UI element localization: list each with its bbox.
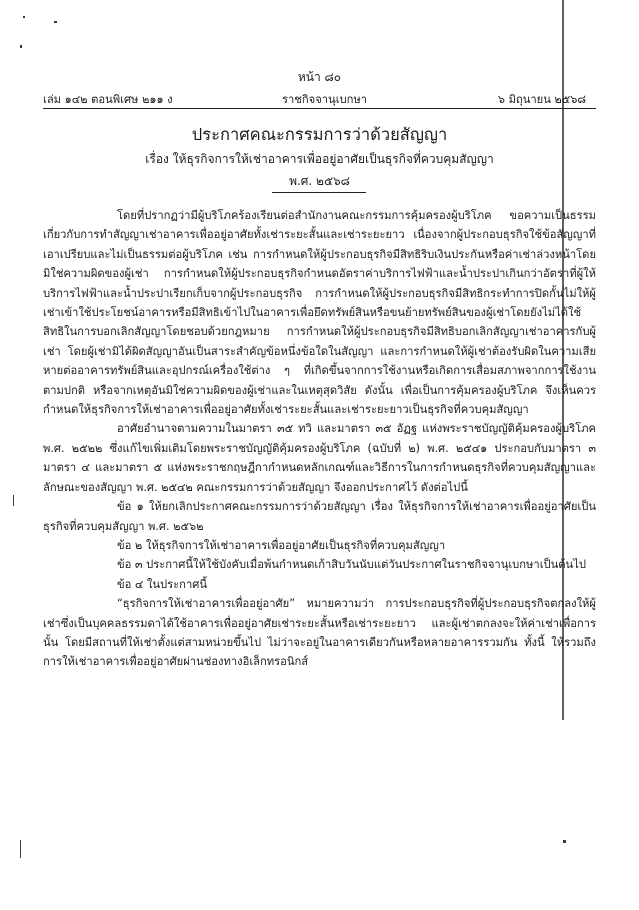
scan-speck	[54, 21, 57, 23]
gazette-name: ราชกิจจานุเบกษา	[282, 93, 368, 106]
announcement-year: พ.ศ. ๒๕๖๘	[289, 174, 350, 188]
announcement-subject: เรื่อง ให้ธุรกิจการให้เช่าอาคารเพื่ออยู่อาศัยเป็นธุรกิจที่ควบคุมสัญญา	[145, 152, 494, 166]
clause-3: ข้อ ๓ ประกาศนี้ให้ใช้บังคับเมื่อพ้นกำหนดเก้าสิบวันนับแต่วันประกาศในราชกิจจานุเบกษาเป็นต้นไป	[117, 558, 586, 572]
authority-paragraph: อาศัยอำนาจตามความในมาตรา ๓๕ ทวิ และมาตรา ๓๕ อัฏฐ แห่งพระราชบัญญัติคุ้มครองผู้บริโภค พ.ศ. ๒๕๒๒ ซึ่งแก้ไขเพิ่มเติมโดยพระราชบัญญัติคุ้มครองผู้บริโภค (ฉบับที่ ๒) พ.ศ. ๒๕๔๑ ประกอบกับมาตรา ๓ มาตรา ๔ และมาตรา ๕ แห่งพระราชกฤษฎีกากำหนดหลักเกณฑ์และวิธีการในการกำหนดธุรกิจที่ควบคุมสัญญาและลักษณะของสัญญา พ.ศ. ๒๕๔๒ คณะกรรมการว่าด้วยสัญญา จึงออกประกาศไว้ ดังต่อไปนี้	[43, 422, 596, 494]
clause-4: ข้อ ๔ ในประกาศนี้	[117, 577, 207, 591]
page-number: หน้า ๘๐	[297, 70, 342, 84]
clause-2: ข้อ ๒ ให้ธุรกิจการให้เช่าอาคารเพื่ออยู่อาศัยเป็นธุรกิจที่ควบคุมสัญญา	[117, 538, 446, 552]
scan-speck	[13, 495, 14, 506]
announcement-body	[43, 206, 596, 672]
scan-speck	[23, 16, 25, 18]
scan-speck	[20, 45, 22, 48]
clause-1: ข้อ ๑ ให้ยกเลิกประกาศคณะกรรมการว่าด้วยสัญญา เรื่อง ให้ธุรกิจการให้เช่าอาคารเพื่ออยู่อาศัยเป็นธุรกิจที่ควบคุมสัญญา พ.ศ. ๒๕๖๒	[43, 500, 596, 533]
publication-date: ๖ มิถุนายน ๒๕๖๘	[497, 93, 586, 106]
announcement-title: ประกาศคณะกรรมการว่าด้วยสัญญา	[191, 125, 448, 144]
title-divider	[272, 192, 366, 193]
volume-issue: เล่ม ๑๔๒ ตอนพิเศษ ๒๑๑ ง	[43, 93, 173, 106]
scan-speck	[563, 840, 566, 843]
header-divider	[43, 108, 596, 109]
definition-paragraph: “ธุรกิจการให้เช่าอาคารเพื่ออยู่อาศัย” หมายความว่า การประกอบธุรกิจที่ผู้ประกอบธุรกิจตกลงให้ผู้เช่าซึ่งเป็นบุคคลธรรมดาได้ใช้อาคารเพื่ออยู่อาศัยเช่าระยะสั้นหรือเช่าระยะยาว และผู้เช่าตกลงจะให้ค่าเช่าเพื่อการนั้น โดยมีสถานที่ให้เช่าตั้งแต่สามหน่วยขึ้นไป ไม่ว่าจะอยู่ในอาคารเดียวกันหรือหลายอาคารรวมกัน ทั้งนี้ ให้รวมถึงการให้เช่าอาคารเพื่ออยู่อาศัยผ่านช่องทางอิเล็กทรอนิกส์	[43, 597, 596, 669]
preamble-paragraph: โดยที่ปรากฏว่ามีผู้บริโภคร้องเรียนต่อสำนักงานคณะกรรมการคุ้มครองผู้บริโภค ขอความเป็นธรรมเกี่ยวกับการทำสัญญาเช่าอาคารเพื่ออยู่อาศัยทั้งเช่าระยะสั้นและเช่าระยะยาว เนื่องจากผู้ประกอบธุรกิจใช้ข้อสัญญาที่เอาเปรียบและไม่เป็นธรรมต่อผู้บริโภค เช่น การกำหนดให้ผู้ประกอบธุรกิจมีสิทธิริบเงินประกันหรือค่าเช่าล่วงหน้าโดยมิใช่ความผิดของผู้เช่า การกำหนดให้ผู้ประกอบธุรกิจกำหนดอัตราค่าบริการไฟฟ้าและน้ำประปาเกินกว่าอัตราที่ผู้ให้บริการไฟฟ้าและน้ำประปาเรียกเก็บจากผู้ประกอบธุรกิจ การกำหนดให้ผู้ประกอบธุรกิจมีสิทธิกระทำการปิดกั้นไม่ให้ผู้เช่าเข้าใช้ประโยชน์อาคารหรือมีสิทธิเข้าไปในอาคารเพื่อยึดทรัพย์สินหรือขนย้ายทรัพย์สินของผู้เช่าโดยยังไม่ได้ใช้สิทธิในการบอกเลิกสัญญาโดยชอบด้วยกฎหมาย การกำหนดให้ผู้ประกอบธุรกิจมีสิทธิบอกเลิกสัญญาเช่าอาคารกับผู้เช่า โดยผู้เช่ามิได้ผิดสัญญาอันเป็นสาระสำคัญข้อหนึ่งข้อใดในสัญญา และการกำหนดให้ผู้เช่าต้องรับผิดในความเสียหายต่ออาคารทรัพย์สินและอุปกรณ์เครื่องใช้ต่าง ๆ ที่เกิดขึ้นจากการใช้งานหรือเกิดการเสื่อมสภาพจากการใช้งานตามปกติ หรือจากเหตุอันมิใช่ความผิดของผู้เช่าและในเหตุสุดวิสัย ดังนั้น เพื่อเป็นการคุ้มครองผู้บริโภค จึงเห็นควรกำหนดให้ธุรกิจการให้เช่าอาคารเพื่ออยู่อาศัยทั้งเช่าระยะสั้นและเช่าระยะยาวเป็นธุรกิจที่ควบคุมสัญญา	[43, 209, 596, 417]
scan-speck	[20, 840, 21, 858]
